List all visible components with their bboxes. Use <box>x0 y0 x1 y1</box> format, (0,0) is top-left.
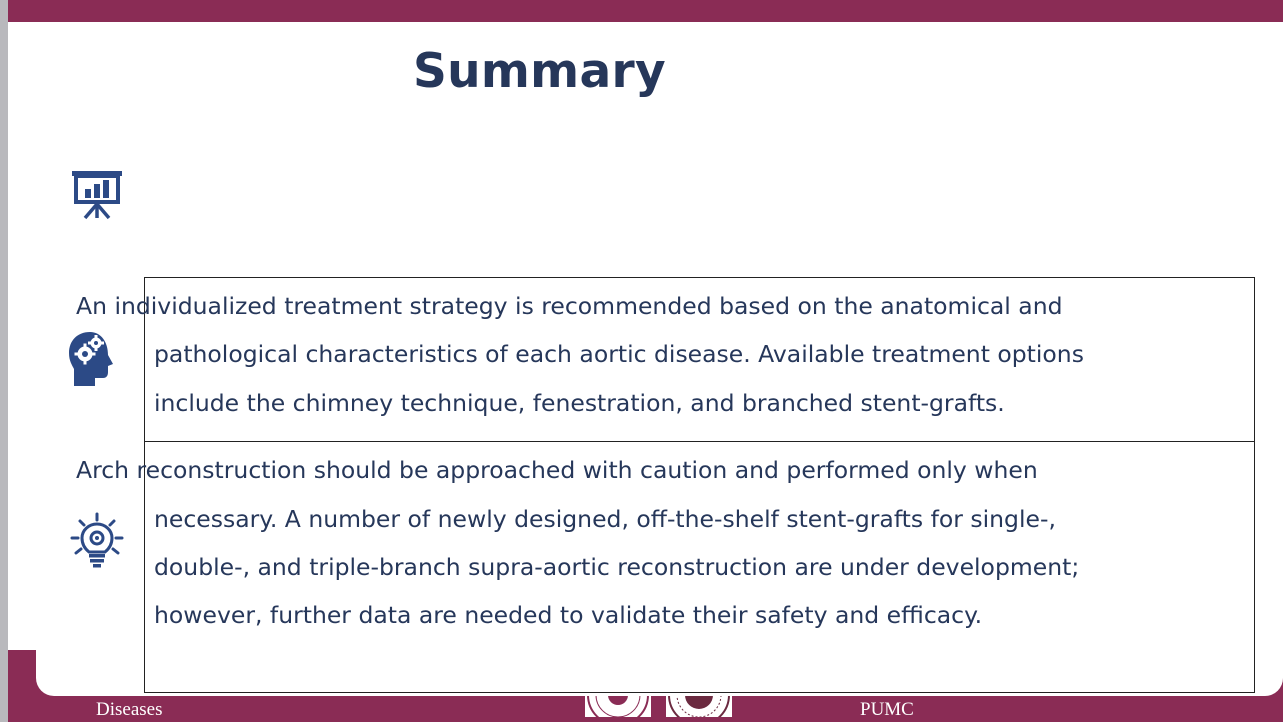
point-2-line-1: Arch reconstruction should be approached with caution and performed only when <box>76 456 1038 484</box>
point-1-line-1: An individualized treatment strategy is recommended based on the anatomical and <box>76 292 1063 320</box>
slide-title: Summary <box>413 44 666 99</box>
lightbulb-icon <box>70 512 124 570</box>
institution-logo-1 <box>585 695 651 717</box>
institution-logo-2 <box>666 695 732 717</box>
point-1-line-2: pathological characteristics of each aortic disease. Available treatment options <box>154 340 1084 368</box>
top-brand-bar <box>8 0 1283 22</box>
point-2-line-2: necessary. A number of newly designed, off-the-shelf stent-grafts for single-, <box>154 505 1056 533</box>
window-left-edge <box>0 0 8 722</box>
point-1-line-3: include the chimney technique, fenestration, and branched stent-grafts. <box>154 389 1005 417</box>
footer-right-text: PUMC <box>860 699 914 720</box>
point-2-line-3: double-, and triple-branch supra-aortic reconstruction are under development; <box>154 553 1080 581</box>
presentation-chart-icon <box>70 168 124 222</box>
point-2-line-4: however, further data are needed to validate their safety and efficacy. <box>154 601 983 629</box>
footer-left-text: Diseases <box>96 699 163 720</box>
head-gears-icon <box>66 330 114 388</box>
